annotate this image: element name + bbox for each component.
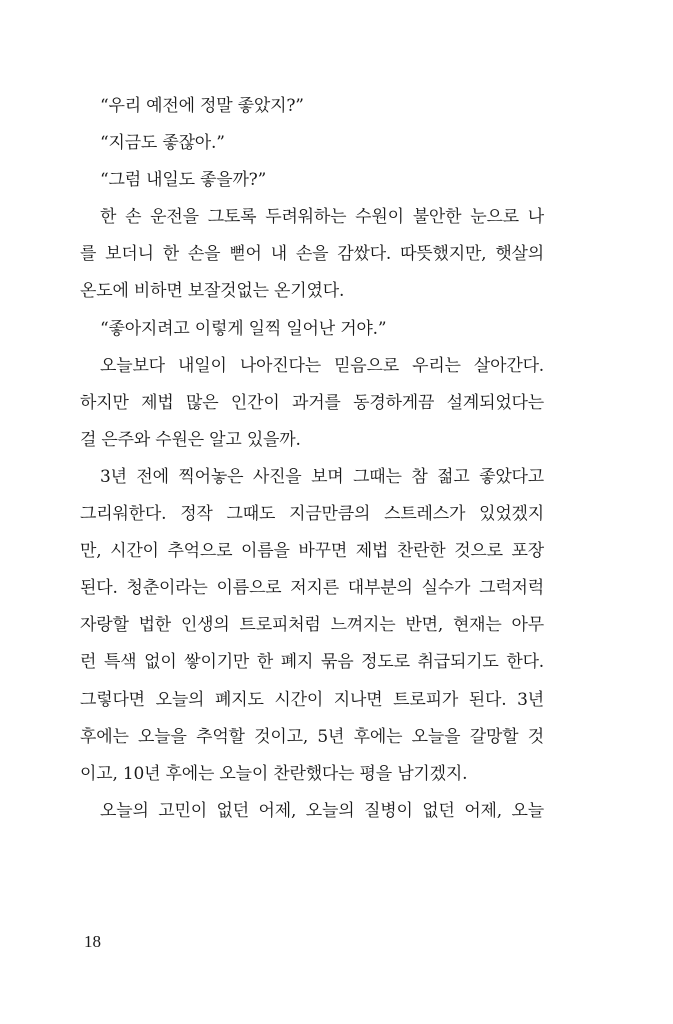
text-line: “지금도 좋잖아.” (100, 133, 225, 154)
text-line: 자랑할 법한 인생의 트로피처럼 느껴지는 반면, 현재는 아무 (80, 615, 544, 636)
text-line: 그리워한다. 정작 그때도 지금만큼의 스트레스가 있었겠지 (80, 504, 544, 525)
text-line: 이고, 10년 후에는 오늘이 찬란했다는 평을 남기겠지. (80, 763, 468, 784)
text-line: 온도에 비하면 보잘것없는 온기였다. (80, 281, 345, 302)
text-line: 오늘의 고민이 없던 어제, 오늘의 질병이 없던 어제, 오늘 (100, 800, 544, 821)
text-line: 하지만 제법 많은 인간이 과거를 동경하게끔 설계되었다는 (80, 392, 544, 413)
text-line: 오늘보다 내일이 나아진다는 믿음으로 우리는 살아간다. (100, 355, 544, 376)
text-line: 된다. 청춘이라는 이름으로 저지른 대부분의 실수가 그럭저럭 (80, 578, 544, 599)
body-text (80, 88, 544, 830)
page-number: 18 (84, 932, 101, 951)
text-line: “좋아지려고 이렇게 일찍 일어난 거야.” (100, 318, 387, 339)
text-line: 한 손 운전을 그토록 두려워하는 수원이 불안한 눈으로 나 (100, 207, 544, 228)
text-line: 3년 전에 찍어놓은 사진을 보며 그때는 참 젊고 좋았다고 (100, 466, 544, 487)
text-line: “우리 예전에 정말 좋았지?” (100, 96, 304, 116)
text-line: “그럼 내일도 좋을까?” (100, 170, 267, 191)
text-line: 그렇다면 오늘의 폐지도 시간이 지나면 트로피가 된다. 3년 (80, 689, 544, 710)
text-line: 걸 은주와 수원은 알고 있을까. (80, 429, 301, 450)
text-line: 후에는 오늘을 추억할 것이고, 5년 후에는 오늘을 갈망할 것 (80, 726, 544, 747)
text-line: 런 특색 없이 쌓이기만 한 폐지 묶음 정도로 취급되기도 한다. (80, 652, 544, 673)
text-line: 를 보더니 한 손을 뻗어 내 손을 감쌌다. 따뜻했지만, 햇살의 (80, 244, 544, 265)
text-line: 만, 시간이 추억으로 이름을 바꾸면 제법 찬란한 것으로 포장 (80, 541, 544, 562)
